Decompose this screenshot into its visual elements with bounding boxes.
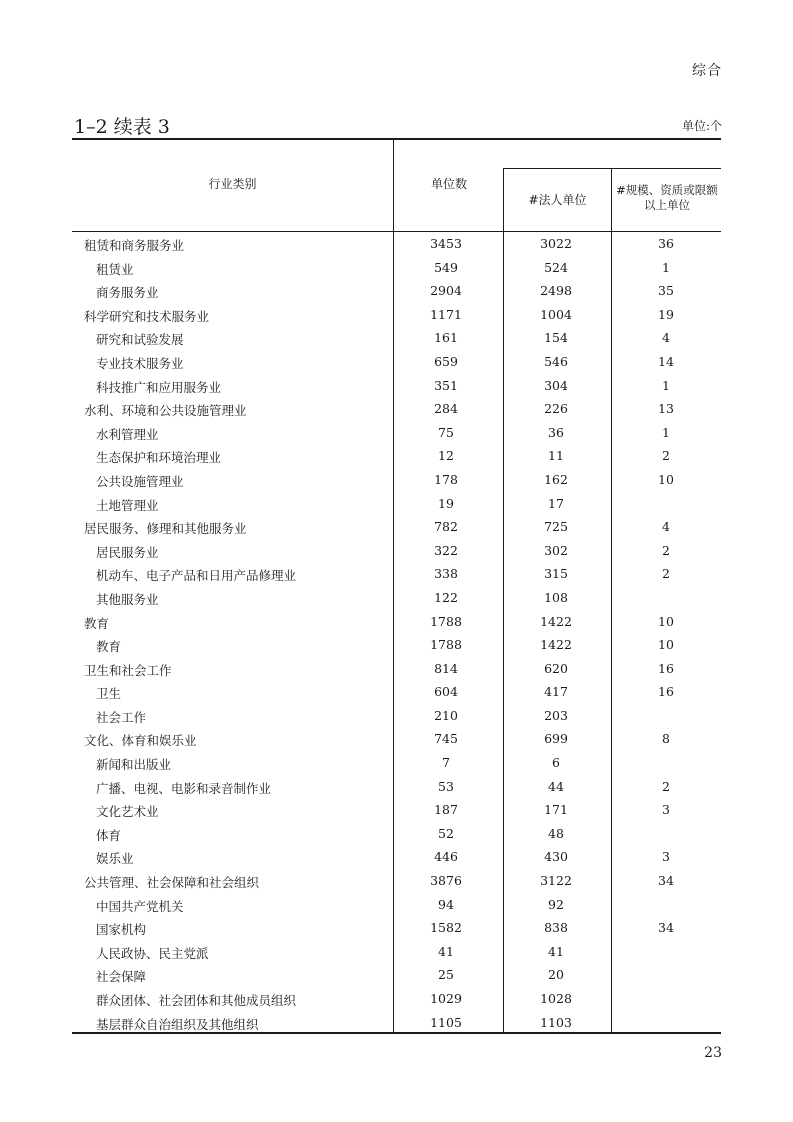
row-scale: 1 — [662, 424, 670, 440]
table-row — [72, 798, 721, 822]
table-row — [72, 421, 721, 445]
row-category: 机动车、电子产品和日用产品修理业 — [96, 568, 297, 584]
row-legal: 154 — [544, 330, 568, 346]
row-legal: 2498 — [540, 283, 572, 299]
row-scale: 16 — [658, 660, 674, 676]
table-row — [72, 232, 721, 256]
rule-top — [72, 138, 721, 140]
row-category: 专业技术服务业 — [96, 355, 184, 371]
row-category: 教育 — [84, 615, 110, 631]
table-row — [72, 468, 721, 492]
table-row — [72, 680, 721, 704]
header-units: 单位数 — [430, 177, 467, 191]
table-row — [72, 940, 721, 964]
row-scale: 13 — [658, 401, 674, 417]
row-legal: 1028 — [540, 991, 572, 1006]
row-legal: 315 — [544, 566, 568, 582]
row-legal: 17 — [548, 495, 564, 511]
header-divider — [611, 168, 612, 231]
row-scale: 2 — [662, 778, 670, 794]
row-category: 水利管理业 — [96, 426, 159, 442]
row-category: 租赁和商务服务业 — [84, 238, 185, 253]
row-units: 745 — [434, 731, 458, 747]
row-legal: 6 — [552, 755, 560, 771]
row-scale: 34 — [658, 920, 674, 936]
row-category: 科技推广和应用服务业 — [96, 379, 222, 395]
row-category: 娱乐业 — [96, 851, 134, 867]
row-category: 群众团体、社会团体和其他成员组织 — [96, 993, 297, 1008]
row-scale: 2 — [662, 448, 670, 464]
row-units: 75 — [438, 424, 454, 440]
rule-bottom — [72, 1032, 721, 1034]
row-units: 1105 — [430, 1014, 462, 1030]
row-category: 卫生 — [96, 686, 122, 702]
row-scale: 36 — [658, 236, 674, 251]
table-row — [72, 492, 721, 516]
row-category: 土地管理业 — [96, 497, 159, 513]
table-row — [72, 704, 721, 728]
row-scale: 19 — [658, 306, 674, 322]
row-legal: 108 — [544, 589, 568, 605]
table-row — [72, 751, 721, 775]
row-category: 公共设施管理业 — [96, 473, 184, 489]
row-scale: 10 — [658, 613, 674, 629]
table-row — [72, 727, 721, 751]
row-units: 604 — [434, 684, 458, 700]
row-legal: 302 — [544, 542, 568, 558]
row-category: 国家机构 — [96, 922, 147, 938]
row-legal: 620 — [544, 660, 568, 676]
row-units: 1171 — [430, 306, 462, 322]
table-row — [72, 916, 721, 940]
row-category: 人民政协、民主党派 — [96, 945, 209, 961]
row-category: 新闻和出版业 — [96, 757, 172, 773]
table-row — [72, 374, 721, 398]
table-title: 1–2 续表 3 — [74, 116, 170, 138]
section-label: 综合 — [692, 63, 722, 79]
row-legal: 203 — [544, 707, 568, 723]
row-legal: 304 — [544, 377, 568, 393]
row-legal: 171 — [544, 802, 568, 818]
row-legal: 417 — [544, 684, 568, 700]
row-category: 中国共产党机关 — [96, 898, 184, 914]
row-units: 659 — [434, 353, 458, 369]
table-row — [72, 539, 721, 563]
row-scale: 34 — [658, 873, 674, 889]
row-category: 生态保护和环境治理业 — [96, 450, 222, 466]
row-units: 814 — [434, 660, 458, 676]
row-units: 351 — [434, 377, 458, 393]
table-row — [72, 845, 721, 869]
row-legal: 1004 — [540, 306, 572, 322]
row-category: 卫生和社会工作 — [84, 662, 172, 678]
row-units: 52 — [438, 825, 454, 841]
row-legal: 699 — [544, 731, 568, 747]
row-legal: 36 — [548, 424, 564, 440]
table-row — [72, 303, 721, 327]
row-units: 7 — [442, 755, 450, 771]
row-scale: 4 — [662, 519, 670, 535]
row-units: 1788 — [430, 613, 462, 629]
row-units: 338 — [434, 566, 458, 582]
row-units: 178 — [434, 471, 458, 487]
row-category: 文化艺术业 — [96, 804, 159, 820]
row-units: 25 — [438, 967, 454, 983]
row-scale: 10 — [658, 637, 674, 653]
row-legal: 48 — [548, 825, 564, 841]
row-legal: 1422 — [540, 613, 572, 629]
unit-label: 单位:个 — [681, 119, 722, 133]
row-legal: 41 — [548, 943, 564, 959]
page-number: 23 — [704, 1045, 722, 1061]
table-row — [72, 657, 721, 681]
row-category: 社会工作 — [96, 709, 147, 725]
row-legal: 44 — [548, 778, 564, 794]
table-row — [72, 963, 721, 987]
row-legal: 1103 — [540, 1014, 572, 1030]
row-units: 3876 — [430, 873, 462, 889]
row-units: 446 — [434, 849, 458, 865]
table-row — [72, 326, 721, 350]
row-scale: 14 — [658, 353, 674, 369]
row-scale: 2 — [662, 566, 670, 582]
header-legal: #法人单位 — [528, 193, 587, 207]
header-subrule — [503, 168, 721, 169]
row-units: 1029 — [430, 991, 462, 1006]
table-row — [72, 893, 721, 917]
table-row — [72, 350, 721, 374]
row-category: 研究和试验发展 — [96, 332, 184, 348]
row-scale: 10 — [658, 471, 674, 487]
table-row — [72, 610, 721, 634]
row-units: 782 — [434, 519, 458, 535]
table-row — [72, 515, 721, 539]
table-row — [72, 444, 721, 468]
row-scale: 3 — [662, 849, 670, 865]
row-scale: 3 — [662, 802, 670, 818]
row-category: 居民服务业 — [96, 544, 159, 560]
table-row — [72, 586, 721, 610]
table-body — [72, 232, 721, 1034]
row-legal: 725 — [544, 519, 568, 535]
header-category: 行业类别 — [208, 177, 257, 191]
table-row — [72, 397, 721, 421]
row-units: 322 — [434, 542, 458, 558]
row-category: 体育 — [96, 827, 122, 843]
row-legal: 524 — [544, 259, 568, 275]
table-row — [72, 775, 721, 799]
row-scale: 8 — [662, 731, 670, 747]
table-row — [72, 256, 721, 280]
row-legal: 20 — [548, 967, 564, 983]
row-scale: 16 — [658, 684, 674, 700]
row-scale: 1 — [662, 377, 670, 393]
row-units: 12 — [438, 448, 454, 464]
row-legal: 3022 — [540, 236, 572, 251]
row-scale: 4 — [662, 330, 670, 346]
row-units: 187 — [434, 802, 458, 818]
row-category: 商务服务业 — [96, 285, 159, 301]
row-units: 41 — [438, 943, 454, 959]
row-legal: 430 — [544, 849, 568, 865]
row-units: 94 — [438, 896, 454, 912]
row-category: 租赁业 — [96, 261, 134, 277]
table-row — [72, 987, 721, 1011]
row-category: 社会保障 — [96, 969, 147, 985]
row-legal: 546 — [544, 353, 568, 369]
row-legal: 3122 — [540, 873, 572, 889]
row-category: 教育 — [96, 639, 122, 655]
row-units: 3453 — [430, 236, 462, 251]
row-units: 284 — [434, 401, 458, 417]
row-scale: 1 — [662, 259, 670, 275]
row-units: 1788 — [430, 637, 462, 653]
row-units: 2904 — [430, 283, 462, 299]
row-units: 122 — [434, 589, 458, 605]
row-category: 基层群众自治组织及其他组织 — [96, 1016, 259, 1032]
row-category: 广播、电视、电影和录音制作业 — [96, 780, 272, 796]
row-legal: 1422 — [540, 637, 572, 653]
table-row — [72, 562, 721, 586]
row-scale: 2 — [662, 542, 670, 558]
row-units: 1582 — [430, 920, 462, 936]
row-units: 19 — [438, 495, 454, 511]
table-row — [72, 1011, 721, 1035]
row-category: 水利、环境和公共设施管理业 — [84, 403, 247, 419]
row-units: 53 — [438, 778, 454, 794]
row-legal: 11 — [548, 448, 564, 464]
row-category: 科学研究和技术服务业 — [84, 308, 210, 324]
row-units: 549 — [434, 259, 458, 275]
row-units: 161 — [434, 330, 458, 346]
header-scale: #规模、资质或限额以上单位 — [616, 183, 718, 212]
row-legal: 838 — [544, 920, 568, 936]
row-category: 其他服务业 — [96, 591, 159, 607]
row-category: 居民服务、修理和其他服务业 — [84, 521, 247, 537]
row-legal: 92 — [548, 896, 564, 912]
row-units: 210 — [434, 707, 458, 723]
row-legal: 162 — [544, 471, 568, 487]
table-row — [72, 869, 721, 893]
row-scale: 35 — [658, 283, 674, 299]
table-row — [72, 822, 721, 846]
table-row — [72, 633, 721, 657]
row-legal: 226 — [544, 401, 568, 417]
row-category: 文化、体育和娱乐业 — [84, 733, 197, 749]
table-row — [72, 279, 721, 303]
row-category: 公共管理、社会保障和社会组织 — [84, 875, 260, 891]
